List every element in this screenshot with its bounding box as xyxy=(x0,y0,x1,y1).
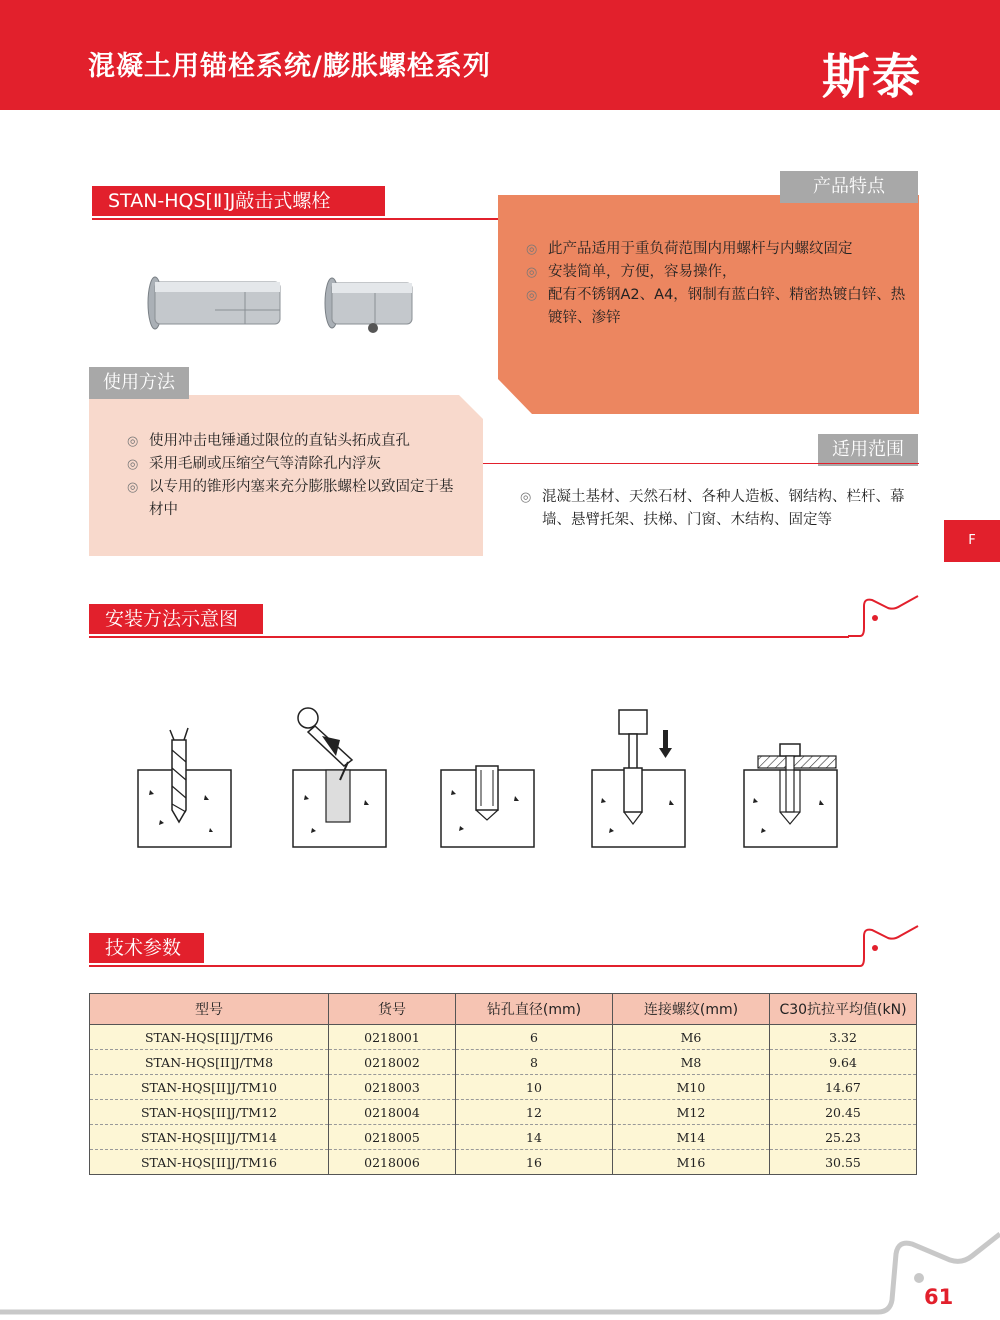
step-fix-diagram xyxy=(744,744,837,847)
usage-list xyxy=(127,430,467,522)
installation-diagram xyxy=(130,700,870,855)
spec-section-title: 技术参数 xyxy=(89,933,204,963)
product-title: STAN-HQS[Ⅱ]J敲击式螺栓 xyxy=(92,186,385,216)
cell-tensile: 25.23 xyxy=(770,1125,917,1150)
cell-code: 0218005 xyxy=(329,1125,456,1150)
cell-model: STAN-HQS[II]J/TM16 xyxy=(90,1150,329,1175)
column-header: 货号 xyxy=(329,994,456,1025)
cell-tensile: 3.32 xyxy=(770,1025,917,1050)
cell-code: 0218004 xyxy=(329,1100,456,1125)
cell-thread: M14 xyxy=(613,1125,770,1150)
usage-item: ◎ 以专用的锥形内塞来充分膨胀螺栓以致固定于基材中 xyxy=(127,476,467,522)
step-clean-diagram xyxy=(293,708,386,847)
anchor-short-image xyxy=(325,278,412,333)
step-insert-diagram xyxy=(441,766,534,847)
install-section-title: 安装方法示意图 xyxy=(89,604,263,634)
feature-item: ◎ 配有不锈钢A2、A4，钢制有蓝白锌、精密热镀白锌、热镀锌、渗锌 xyxy=(526,284,906,330)
scope-tab: 适用范围 xyxy=(818,434,918,466)
table-row xyxy=(90,1025,917,1050)
section-side-tab: F xyxy=(944,520,1000,562)
column-header: 连接螺纹(mm) xyxy=(613,994,770,1025)
scope-divider xyxy=(483,463,919,464)
cell-model: STAN-HQS[II]J/TM12 xyxy=(90,1100,329,1125)
features-list xyxy=(526,238,906,330)
cell-code: 0218001 xyxy=(329,1025,456,1050)
table-row xyxy=(90,1050,917,1075)
cell-thread: M8 xyxy=(613,1050,770,1075)
usage-item: ◎ 使用冲击电锤通过限位的直钻头拓成直孔 xyxy=(127,430,467,453)
feature-item: ◎ 此产品适用于重负荷范围内用螺杆与内螺纹固定 xyxy=(526,238,906,261)
usage-item: ◎ 采用毛刷或压缩空气等清除孔内浮灰 xyxy=(127,453,467,476)
cell-tensile: 30.55 xyxy=(770,1150,917,1175)
cell-model: STAN-HQS[II]J/TM6 xyxy=(90,1025,329,1050)
cell-drill-diameter: 16 xyxy=(456,1150,613,1175)
page-title: 混凝土用锚栓系统/膨胀螺栓系列 xyxy=(88,51,491,82)
feature-item: ◎ 安装简单，方便，容易操作， xyxy=(526,261,906,284)
cell-code: 0218006 xyxy=(329,1150,456,1175)
brand-logo-text: 斯泰 xyxy=(822,49,923,105)
column-header: 钻孔直径(mm) xyxy=(456,994,613,1025)
cell-thread: M10 xyxy=(613,1075,770,1100)
scope-item: ◎ 混凝土基材、天然石材、各种人造板、钢结构、栏杆、幕墙、悬臂托架、扶梯、门窗、木结构、固定等 xyxy=(520,486,915,532)
spec-table xyxy=(89,993,917,1175)
step-expand-diagram xyxy=(592,710,685,847)
usage-tab: 使用方法 xyxy=(89,367,189,399)
cell-code: 0218003 xyxy=(329,1075,456,1100)
table-header-row xyxy=(90,994,917,1025)
cell-drill-diameter: 8 xyxy=(456,1050,613,1075)
cell-code: 0218002 xyxy=(329,1050,456,1075)
cell-drill-diameter: 12 xyxy=(456,1100,613,1125)
cell-thread: M12 xyxy=(613,1100,770,1125)
anchor-long-image xyxy=(148,277,280,329)
cell-drill-diameter: 14 xyxy=(456,1125,613,1150)
section-curve-decoration xyxy=(848,592,920,640)
page-number: 61 xyxy=(924,1285,954,1309)
cell-thread: M6 xyxy=(613,1025,770,1050)
step-drill-diagram xyxy=(138,728,231,847)
column-header: 型号 xyxy=(90,994,329,1025)
cell-drill-diameter: 10 xyxy=(456,1075,613,1100)
cell-tensile: 20.45 xyxy=(770,1100,917,1125)
table-row xyxy=(90,1125,917,1150)
cell-tensile: 9.64 xyxy=(770,1050,917,1075)
scope-list xyxy=(520,486,915,532)
spec-section-line xyxy=(89,965,849,967)
cell-thread: M16 xyxy=(613,1150,770,1175)
install-section-line xyxy=(89,636,849,638)
cell-drill-diameter: 6 xyxy=(456,1025,613,1050)
features-tab: 产品特点 xyxy=(780,171,918,203)
product-title-underline xyxy=(92,218,498,220)
cell-model: STAN-HQS[II]J/TM14 xyxy=(90,1125,329,1150)
footer-curve-decoration xyxy=(0,1230,1000,1320)
cell-tensile: 14.67 xyxy=(770,1075,917,1100)
section-curve-decoration xyxy=(848,922,920,970)
table-row xyxy=(90,1075,917,1100)
table-row xyxy=(90,1100,917,1125)
cell-model: STAN-HQS[II]J/TM10 xyxy=(90,1075,329,1100)
product-photo xyxy=(140,270,430,340)
column-header: C30抗拉平均值(kN) xyxy=(770,994,917,1025)
table-row xyxy=(90,1150,917,1175)
cell-model: STAN-HQS[II]J/TM8 xyxy=(90,1050,329,1075)
